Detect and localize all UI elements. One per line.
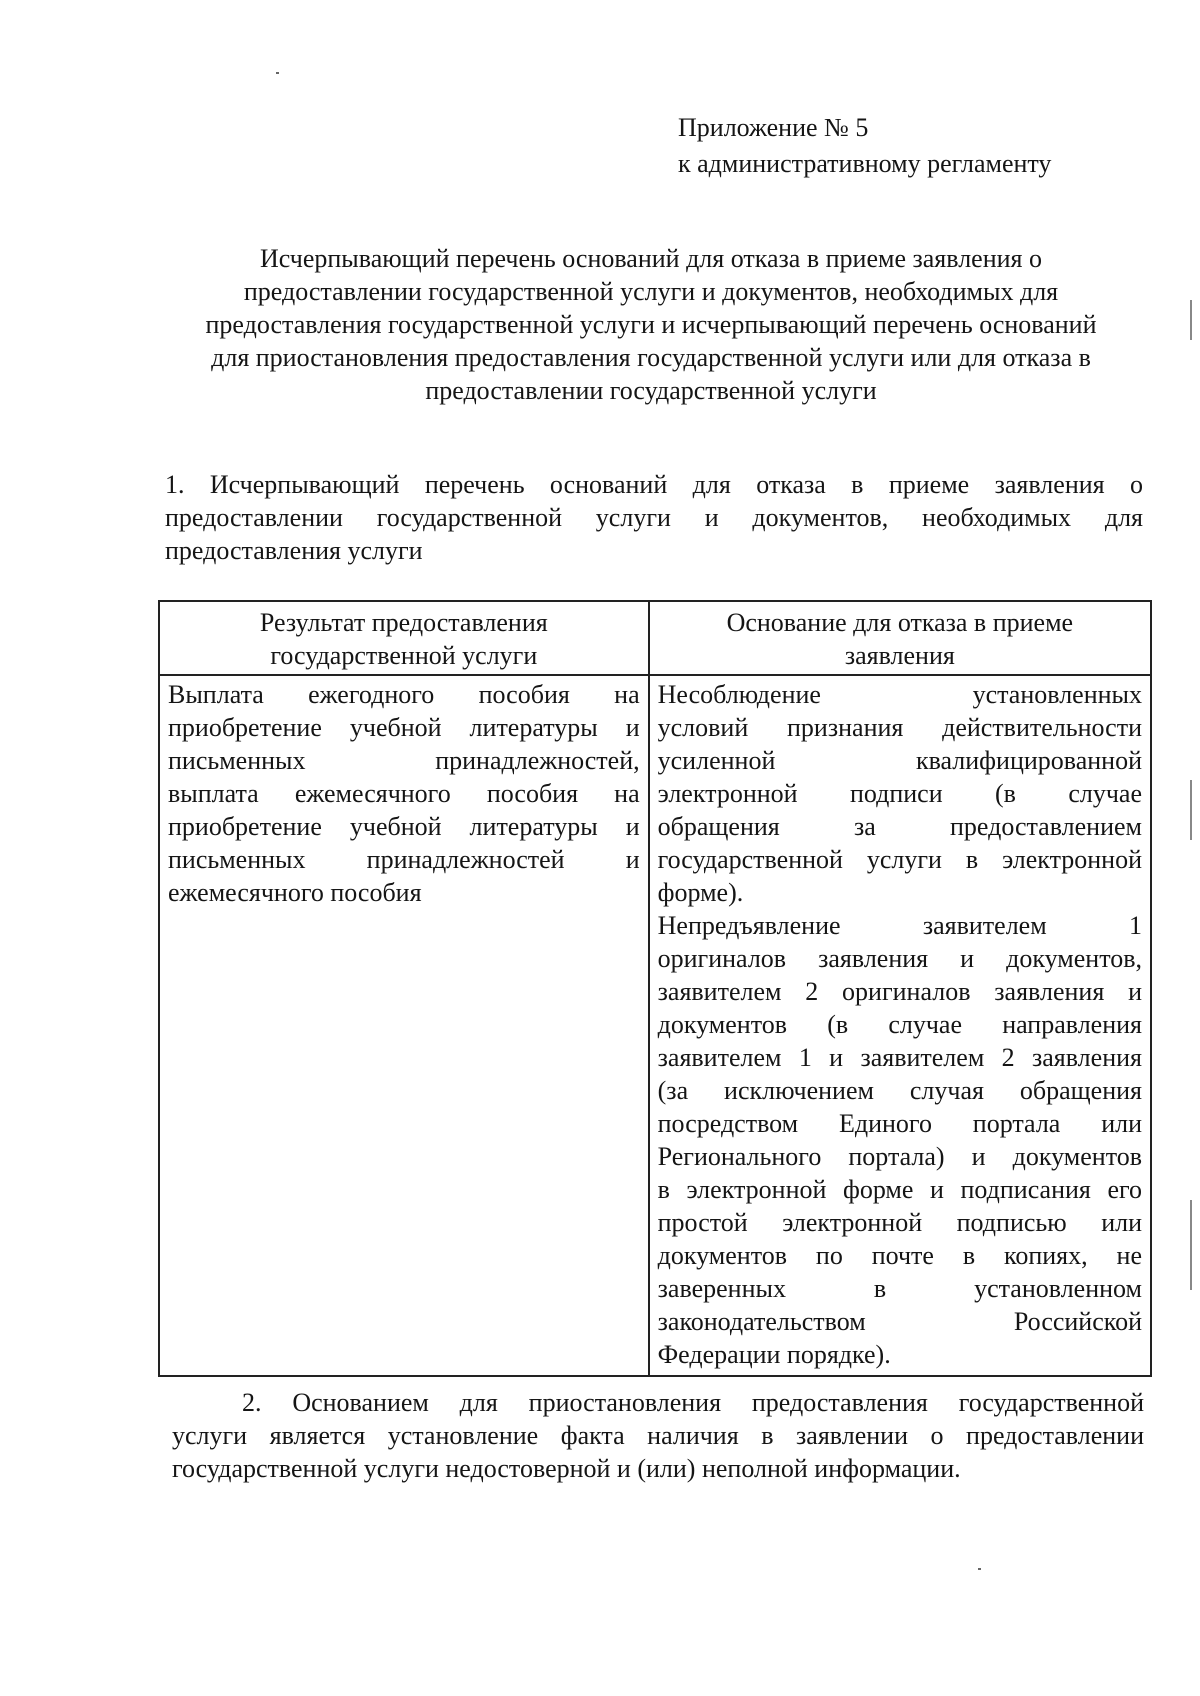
cell-grounds	[649, 675, 1151, 1376]
document-title	[158, 242, 1144, 407]
paragraph-line: 1. Исчерпывающий перечень оснований для отказа в приеме заявления о	[165, 470, 1143, 499]
annex-number: Приложение № 5	[678, 113, 869, 142]
table-header-row	[159, 601, 1151, 675]
annex-reference: к административному регламенту	[678, 149, 1052, 178]
header-ground: Основание для отказа в приеме заявления	[649, 601, 1151, 675]
title-line: предоставлении государственной услуги	[425, 376, 877, 405]
scan-edge-mark	[1190, 780, 1192, 840]
ground-2: Непредъявление заявителем 1 оригиналов заявления и документов, заявителем 2 оригиналов заявления и документов (в случае направления заявителем 1 и заявителем 2 заявления (за исключением случая обращения посредством Единого портала или Регионального портала) и документов в электронной форме и подписания его простой электронной подписью или документов по почте в копиях, не заверенных в установленном законодательством Российской Федерации порядке).	[657, 911, 1142, 1369]
header-result: Результат предоставления государственной услуги	[159, 601, 649, 675]
paragraph-line: предоставлении государственной услуги и документов, необходимых для	[165, 503, 1143, 532]
paragraph-line: государственной услуги недостоверной и (или) неполной информации.	[172, 1454, 961, 1483]
paragraph-line: 2. Основанием для приостановления предоставления государственной	[242, 1388, 1144, 1417]
annex-header	[678, 110, 1051, 182]
refusal-grounds-table	[158, 600, 1152, 1377]
paragraph-line: предоставления услуги	[165, 536, 423, 565]
section-2-paragraph	[172, 1386, 1144, 1485]
scan-edge-mark	[1190, 300, 1192, 340]
section-1-paragraph	[165, 468, 1143, 567]
scan-speck	[276, 72, 279, 74]
title-line: предоставления государственной услуги и исчерпывающий перечень оснований	[205, 310, 1097, 339]
scan-edge-mark	[1190, 1200, 1192, 1290]
title-line: Исчерпывающий перечень оснований для отказа в приеме заявления о	[259, 244, 1042, 273]
table-row	[159, 675, 1151, 1376]
ground-1: Несоблюдение установленных условий признания действительности усиленной квалифицированной электронной подписи (в случае обращения за предоставлением государственной услуги в электронной форме).	[657, 680, 1142, 907]
paragraph-line: услуги является установление факта наличия в заявлении о предоставлении	[172, 1421, 1144, 1450]
scan-speck	[978, 1568, 981, 1570]
title-line: для приостановления предоставления государственной услуги или для отказа в	[211, 343, 1091, 372]
title-line: предоставлении государственной услуги и документов, необходимых для	[243, 277, 1059, 306]
cell-result: Выплата ежегодного пособия на приобретение учебной литературы и письменных принадлежностей, выплата ежемесячного пособия на приобретение учебной литературы и письменных принадлежностей и ежемесячного пособия	[159, 675, 649, 1376]
